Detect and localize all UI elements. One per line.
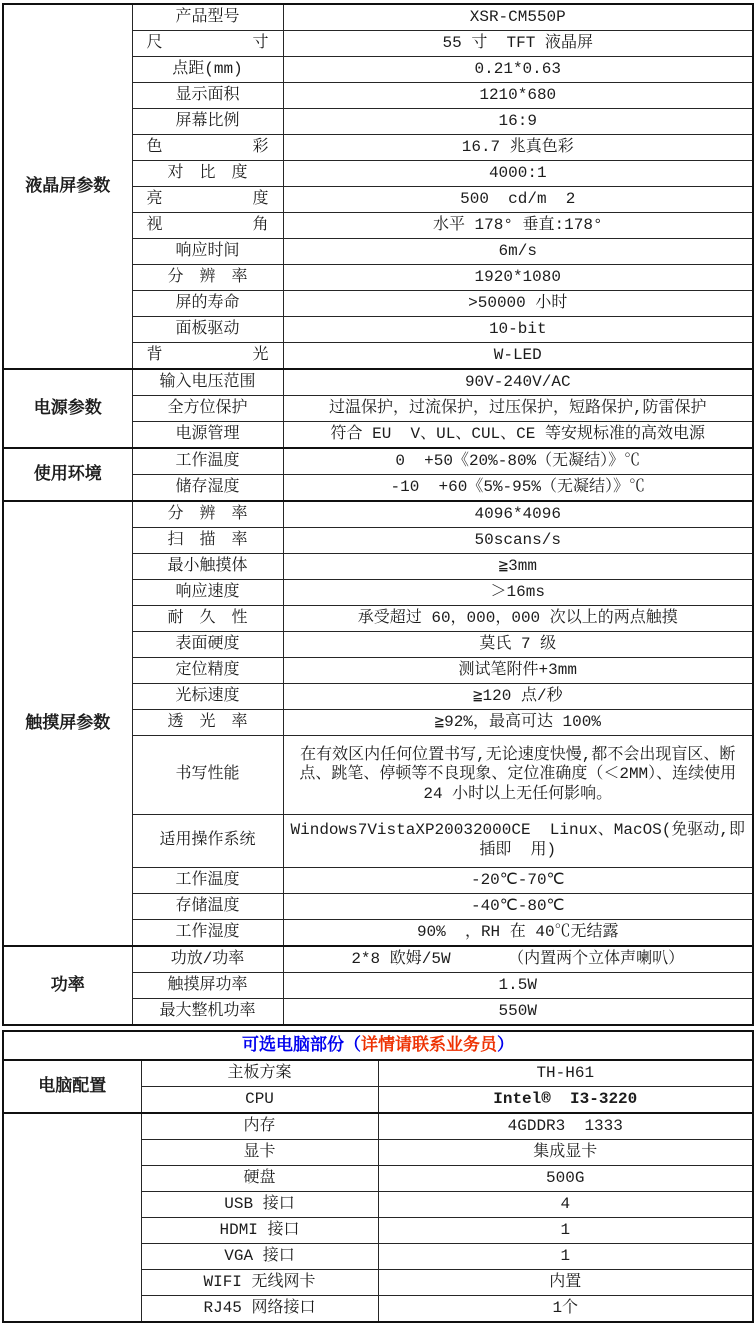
section-label: 使用环境: [3, 448, 132, 501]
spec-label: WIFI 无线网卡: [141, 1270, 378, 1296]
spec-label: 视角: [132, 213, 283, 239]
lcd-spec-table: [2, 3, 754, 1026]
table-row: [3, 369, 753, 396]
spec-label: 光标速度: [132, 684, 283, 710]
spec-value: -40℃-80℃: [283, 894, 753, 920]
spec-label: 屏幕比例: [132, 109, 283, 135]
section-label: 电源参数: [3, 369, 132, 448]
optional-pc-header-row: [3, 1031, 753, 1060]
spec-label: 触摸屏功率: [132, 973, 283, 999]
spec-label: 屏的寿命: [132, 291, 283, 317]
spec-label: 对 比 度: [132, 161, 283, 187]
section-label: 电脑配置: [3, 1060, 141, 1113]
spec-value: 1.5W: [283, 973, 753, 999]
spec-label: 产品型号: [132, 4, 283, 31]
spec-label: 存储温度: [132, 894, 283, 920]
spec-label: 储存湿度: [132, 475, 283, 502]
spec-label: 显卡: [141, 1140, 378, 1166]
spec-value: Intel® I3-3220: [378, 1087, 753, 1114]
spec-label: 输入电压范围: [132, 369, 283, 396]
header-text-blue: 可选电脑部份（: [242, 1035, 361, 1055]
spec-label: 显示面积: [132, 83, 283, 109]
spec-value: 测试笔附件+3mm: [283, 658, 753, 684]
spec-label: VGA 接口: [141, 1244, 378, 1270]
spec-value: 6m/s: [283, 239, 753, 265]
table-row: [3, 448, 753, 475]
table-row: [3, 4, 753, 31]
spec-label: 点距(mm): [132, 57, 283, 83]
spec-value: 内置: [378, 1270, 753, 1296]
spec-label: 尺寸: [132, 31, 283, 57]
table-row: [3, 1113, 753, 1140]
spec-value: 1: [378, 1218, 753, 1244]
section-label: [3, 1113, 141, 1322]
spec-value: 0.21*0.63: [283, 57, 753, 83]
spec-value: 500G: [378, 1166, 753, 1192]
optional-pc-header: [3, 1031, 753, 1060]
spec-value: W-LED: [283, 343, 753, 370]
spec-value: 500 cd/m 2: [283, 187, 753, 213]
section-label: 液晶屏参数: [3, 4, 132, 369]
spec-value: 1: [378, 1244, 753, 1270]
spec-value: 符合 EU V、UL、CUL、CE 等安规标准的高效电源: [283, 422, 753, 449]
spec-value: ≧120 点/秒: [283, 684, 753, 710]
spec-value: ＞16ms: [283, 580, 753, 606]
spec-label: 响应速度: [132, 580, 283, 606]
spec-value: 10-bit: [283, 317, 753, 343]
spec-label: 亮度: [132, 187, 283, 213]
spec-label: 最大整机功率: [132, 999, 283, 1026]
spec-value: 水平 178° 垂直:178°: [283, 213, 753, 239]
spec-value: 1个: [378, 1296, 753, 1323]
spec-label: 响应时间: [132, 239, 283, 265]
spec-value: 4GDDR3 1333: [378, 1113, 753, 1140]
spec-value: 550W: [283, 999, 753, 1026]
spec-label: RJ45 网络接口: [141, 1296, 378, 1323]
spec-label: 最小触摸体: [132, 554, 283, 580]
spec-label: 耐 久 性: [132, 606, 283, 632]
spec-label: 扫 描 率: [132, 528, 283, 554]
spec-label: 定位精度: [132, 658, 283, 684]
spec-value: XSR-CM550P: [283, 4, 753, 31]
spec-value: 在有效区内任何位置书写,无论速度快慢,都不会出现盲区、断点、跳笔、停顿等不良现象、定位准确度（＜2MM）、连续使用 24 小时以上无任何影响。: [283, 736, 753, 815]
spec-label: 透 光 率: [132, 710, 283, 736]
header-text-red: 详情请联系业务员: [361, 1035, 497, 1055]
spec-value: 莫氏 7 级: [283, 632, 753, 658]
spec-value: -20℃-70℃: [283, 868, 753, 894]
spec-label: 分 辨 率: [132, 265, 283, 291]
spec-value: 16:9: [283, 109, 753, 135]
spec-value: ≧92%，最高可达 100%: [283, 710, 753, 736]
table-row: [3, 501, 753, 528]
spec-value: 0 +50《20%-80%（无凝结）》℃: [283, 448, 753, 475]
spec-label: 背光: [132, 343, 283, 370]
spec-value: >50000 小时: [283, 291, 753, 317]
spec-label: 分 辨 率: [132, 501, 283, 528]
spec-label: HDMI 接口: [141, 1218, 378, 1244]
spec-value: -10 +60《5%-95%（无凝结）》℃: [283, 475, 753, 502]
spec-label: 适用操作系统: [132, 815, 283, 868]
spec-value: 2*8 欧姆/5W （内置两个立体声喇叭）: [283, 946, 753, 973]
spec-value: TH-H61: [378, 1060, 753, 1087]
spec-value: 55 寸 TFT 液晶屏: [283, 31, 753, 57]
spec-value: 承受超过 60，000，000 次以上的两点触摸: [283, 606, 753, 632]
spec-label: 内存: [141, 1113, 378, 1140]
spec-value: ≧3mm: [283, 554, 753, 580]
spec-value: 1210*680: [283, 83, 753, 109]
spec-value: 90V-240V/AC: [283, 369, 753, 396]
spec-value: 过温保护，过流保护，过压保护，短路保护,防雷保护: [283, 396, 753, 422]
spec-value: 90% ，RH 在 40℃无结露: [283, 920, 753, 947]
table-row: [3, 1060, 753, 1087]
section-label: 触摸屏参数: [3, 501, 132, 946]
section-label: 功率: [3, 946, 132, 1025]
spec-label: 电源管理: [132, 422, 283, 449]
spec-value: 4: [378, 1192, 753, 1218]
spec-label: CPU: [141, 1087, 378, 1114]
spec-label: 功放/功率: [132, 946, 283, 973]
spec-label: 硬盘: [141, 1166, 378, 1192]
spec-label: 全方位保护: [132, 396, 283, 422]
spec-value: 4000:1: [283, 161, 753, 187]
table-row: [3, 946, 753, 973]
spec-label: USB 接口: [141, 1192, 378, 1218]
spec-label: 工作温度: [132, 448, 283, 475]
spec-label: 书写性能: [132, 736, 283, 815]
spec-label: 主板方案: [141, 1060, 378, 1087]
spec-value: 集成显卡: [378, 1140, 753, 1166]
spec-label: 工作温度: [132, 868, 283, 894]
spec-label: 工作湿度: [132, 920, 283, 947]
spec-label: 表面硬度: [132, 632, 283, 658]
spec-label: 面板驱动: [132, 317, 283, 343]
spec-value: 50scans/s: [283, 528, 753, 554]
spec-value: Windows7VistaXP20032000CE Linux、MacOS(免驱动,即插即 用): [283, 815, 753, 868]
header-text-blue: ）: [497, 1035, 514, 1055]
pc-config-table: [2, 1030, 754, 1323]
spec-label: 色彩: [132, 135, 283, 161]
spec-value: 16.7 兆真色彩: [283, 135, 753, 161]
spec-value: 4096*4096: [283, 501, 753, 528]
spec-value: 1920*1080: [283, 265, 753, 291]
